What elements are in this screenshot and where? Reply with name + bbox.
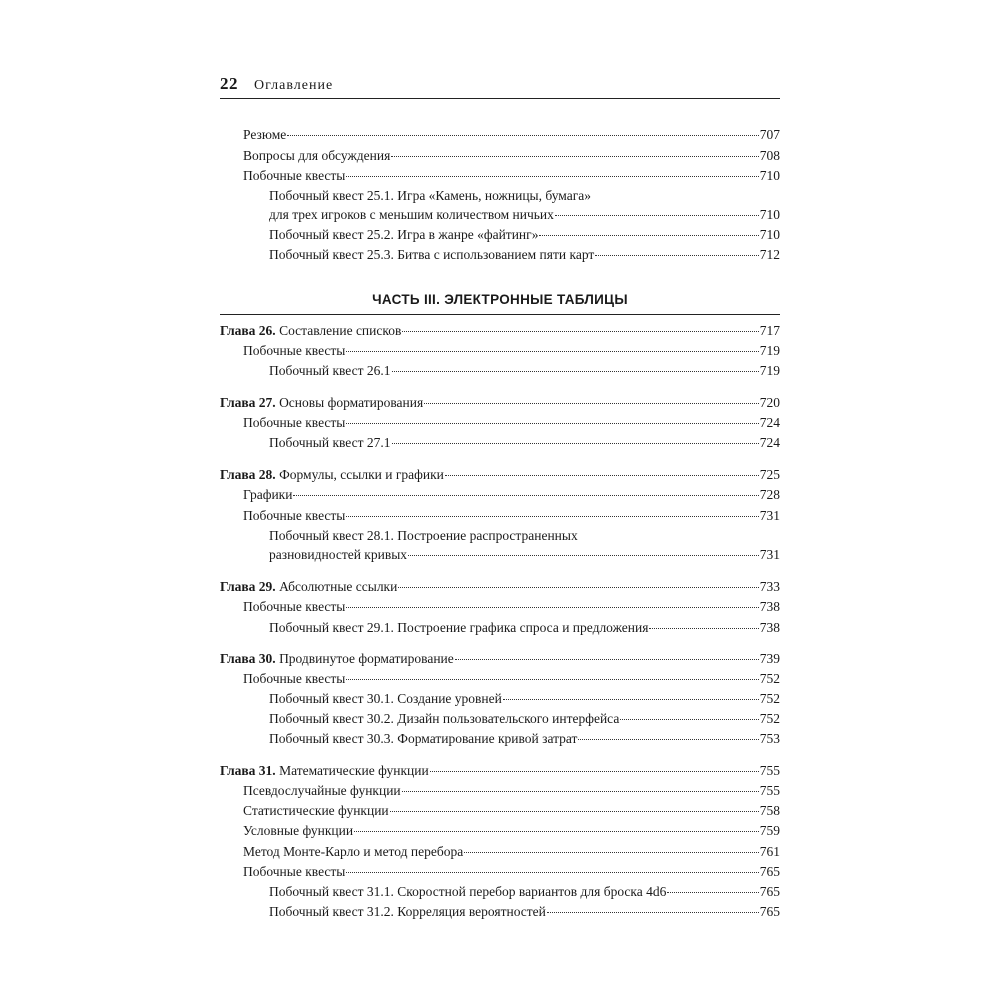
page-header bbox=[220, 74, 780, 99]
toc-entry: Побочный квест 29.1. Построение графика спроса и предложения 738 bbox=[269, 620, 780, 635]
toc-entry: Вопросы для обсуждения 708 bbox=[243, 148, 780, 163]
toc-entry: Побочный квест 30.1. Создание уровней 752 bbox=[269, 691, 780, 706]
toc-entry: разновидностей кривых 731 bbox=[269, 547, 780, 562]
toc-entry: Побочные квесты 724 bbox=[243, 415, 780, 430]
toc-entry: Побочный квест 31.2. Корреляция вероятностей 765 bbox=[269, 904, 780, 919]
toc-entry: Побочные квесты 710 bbox=[243, 168, 780, 183]
toc-entry: Побочные квесты 731 bbox=[243, 508, 780, 523]
toc-entry: для трех игроков с меньшим количеством ничьих 710 bbox=[269, 207, 780, 222]
toc-entry: Побочный квест 25.3. Битва с использованием пяти карт 712 bbox=[269, 247, 780, 262]
toc-entry: Побочные квесты 719 bbox=[243, 343, 780, 358]
toc-chapter-entry: Глава 28. Формулы, ссылки и графики 725 bbox=[220, 467, 780, 482]
toc-entry: Побочные квесты 738 bbox=[243, 599, 780, 614]
running-title: Оглавление bbox=[254, 78, 334, 93]
toc-entry-line1: Побочный квест 25.1. Игра «Камень, ножницы, бумага» bbox=[269, 188, 592, 203]
toc-chapter-entry: Глава 31. Математические функции 755 bbox=[220, 763, 780, 778]
toc-chapter-entry: Глава 27. Основы форматирования 720 bbox=[220, 395, 780, 410]
toc-entry: Побочные квесты 752 bbox=[243, 671, 780, 686]
toc-entry: Графики 728 bbox=[243, 487, 780, 502]
toc-chapter-entry: Глава 30. Продвинутое форматирование 739 bbox=[220, 651, 780, 666]
toc-entry-line1: Побочный квест 28.1. Построение распространенных bbox=[269, 528, 578, 543]
toc-entry: Побочные квесты 765 bbox=[243, 864, 780, 879]
toc-entry: Побочный квест 30.3. Форматирование кривой затрат 753 bbox=[269, 731, 780, 746]
toc-entry: Побочный квест 25.2. Игра в жанре «файтинг» 710 bbox=[269, 227, 780, 242]
toc-entry: Побочный квест 31.1. Скоростной перебор вариантов для броска 4d6 765 bbox=[269, 884, 780, 899]
toc-entry: Статистические функции 758 bbox=[243, 803, 780, 818]
toc-entry: Метод Монте-Карло и метод перебора 761 bbox=[243, 844, 780, 859]
toc-entry: Побочный квест 27.1 724 bbox=[269, 435, 780, 450]
toc-entry: Резюме 707 bbox=[243, 127, 780, 142]
toc-chapter-entry: Глава 29. Абсолютные ссылки 733 bbox=[220, 579, 780, 594]
toc-entry: Побочный квест 26.1 719 bbox=[269, 363, 780, 378]
toc-chapter-entry: Глава 26. Составление списков 717 bbox=[220, 323, 780, 338]
part-divider bbox=[220, 314, 780, 315]
toc-entry: Условные функции 759 bbox=[243, 823, 780, 838]
toc-entry: Псевдослучайные функции 755 bbox=[243, 783, 780, 798]
toc-entry: Побочный квест 30.2. Дизайн пользовательского интерфейса 752 bbox=[269, 711, 780, 726]
part-title: ЧАСТЬ III. ЭЛЕКТРОННЫЕ ТАБЛИЦЫ bbox=[372, 292, 628, 307]
page-number: 22 bbox=[220, 74, 238, 93]
